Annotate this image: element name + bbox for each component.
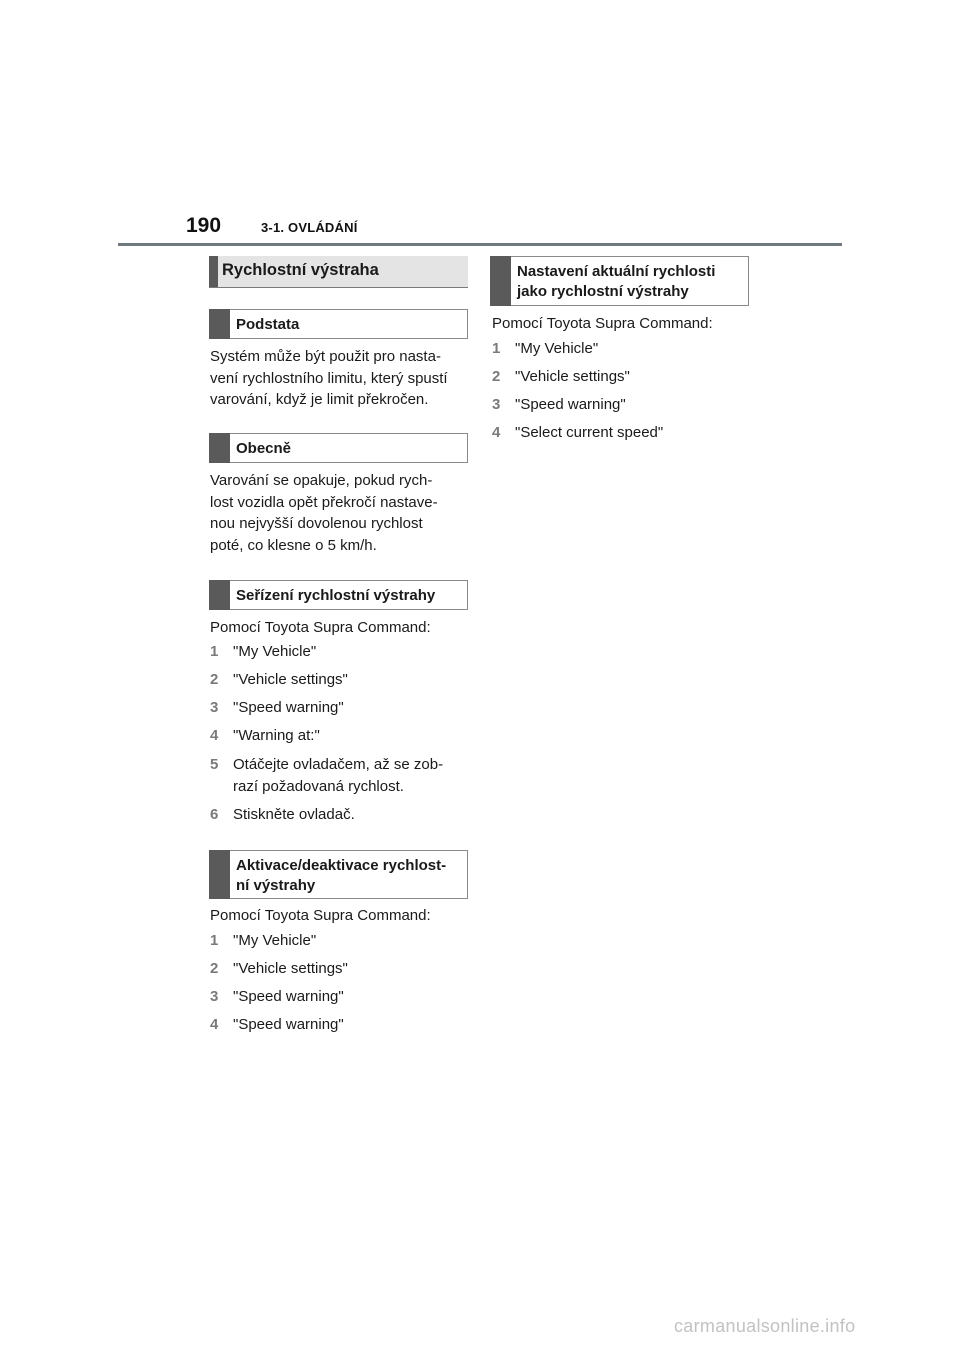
subheading-marker	[209, 580, 230, 610]
header-rule	[118, 243, 842, 246]
section-title: Rychlostní výstraha	[222, 261, 379, 279]
step-text: "My Vehicle"	[233, 643, 317, 660]
paragraph-obecne	[210, 470, 472, 556]
subheading-marker	[209, 850, 230, 899]
step-number: 3	[492, 396, 501, 413]
subheading-text: Obecně	[236, 440, 292, 457]
subheading-marker	[209, 309, 230, 339]
subheading-line: Aktivace/deaktivace rychlost-	[236, 857, 447, 874]
step-number: 6	[210, 806, 219, 823]
step-text: "My Vehicle"	[233, 932, 317, 949]
subheading-line: Nastavení aktuální rychlosti	[517, 263, 716, 280]
intro-aktivace: Pomocí Toyota Supra Command:	[210, 907, 431, 924]
subheading-podstata	[209, 309, 468, 339]
step-number: 2	[210, 671, 219, 688]
section-label: 3-1. OVLÁDÁNÍ	[261, 220, 358, 235]
step-number: 1	[210, 643, 219, 660]
step-text: razí požadovaná rychlost.	[233, 778, 404, 795]
step-text: "Speed warning"	[233, 699, 344, 716]
footer-watermark: carmanualsonline.info	[674, 1316, 856, 1336]
step-number: 3	[210, 988, 219, 1005]
step-number: 3	[210, 699, 219, 716]
subheading-line: jako rychlostní výstrahy	[517, 283, 689, 300]
step-text: "Vehicle settings"	[515, 368, 630, 385]
text-line: Varování se opakuje, pokud rych-	[210, 472, 433, 489]
subheading-marker	[490, 256, 511, 306]
subheading-aktivace	[209, 850, 468, 899]
step-text: "Vehicle settings"	[233, 671, 348, 688]
step-text: "Vehicle settings"	[233, 960, 348, 977]
subheading-serizeni	[209, 580, 468, 610]
subheading-marker	[209, 433, 230, 463]
subheading-text	[236, 856, 463, 896]
intro-nastaveni: Pomocí Toyota Supra Command:	[492, 315, 713, 332]
step-number: 1	[492, 340, 501, 357]
step-number: 2	[210, 960, 219, 977]
text-line: lost vozidla opět překročí nastave-	[210, 493, 438, 511]
step-number: 1	[210, 932, 219, 949]
subheading-line: ní výstrahy	[236, 877, 316, 894]
text-line: poté, co klesne o 5 km/h.	[210, 536, 377, 554]
step-text: "Speed warning"	[233, 988, 344, 1005]
intro-serizeni: Pomocí Toyota Supra Command:	[210, 619, 431, 636]
subheading-text: Seřízení rychlostní výstrahy	[236, 587, 436, 604]
step-number: 5	[210, 756, 219, 773]
subheading-text: Podstata	[236, 316, 300, 333]
step-text: "Select current speed"	[515, 424, 664, 441]
text-line: nou nejvyšší dovolenou rychlost	[210, 515, 423, 533]
text-line: vení rychlostního limitu, který spustí	[210, 369, 448, 387]
subheading-text	[517, 262, 744, 302]
step-text: "Warning at:"	[233, 727, 320, 744]
paragraph-podstata	[210, 346, 472, 411]
text-line: varování, když je limit překročen.	[210, 391, 429, 409]
section-title-bar	[209, 256, 468, 288]
step-text: Otáčejte ovladačem, až se zob-	[233, 756, 444, 773]
step-text: "Speed warning"	[515, 396, 626, 413]
subheading-obecne	[209, 433, 468, 463]
step-text: "Speed warning"	[233, 1016, 344, 1033]
step-number: 2	[492, 368, 501, 385]
step-number: 4	[210, 1016, 219, 1033]
step-text: Stiskněte ovladač.	[233, 806, 355, 823]
step-number: 4	[492, 424, 501, 441]
step-number: 4	[210, 727, 219, 744]
subheading-nastaveni	[490, 256, 749, 306]
page-number: 190	[186, 214, 222, 237]
text-line: Systém může být použit pro nasta-	[210, 348, 441, 365]
title-marker	[209, 256, 218, 287]
step-text: "My Vehicle"	[515, 340, 599, 357]
